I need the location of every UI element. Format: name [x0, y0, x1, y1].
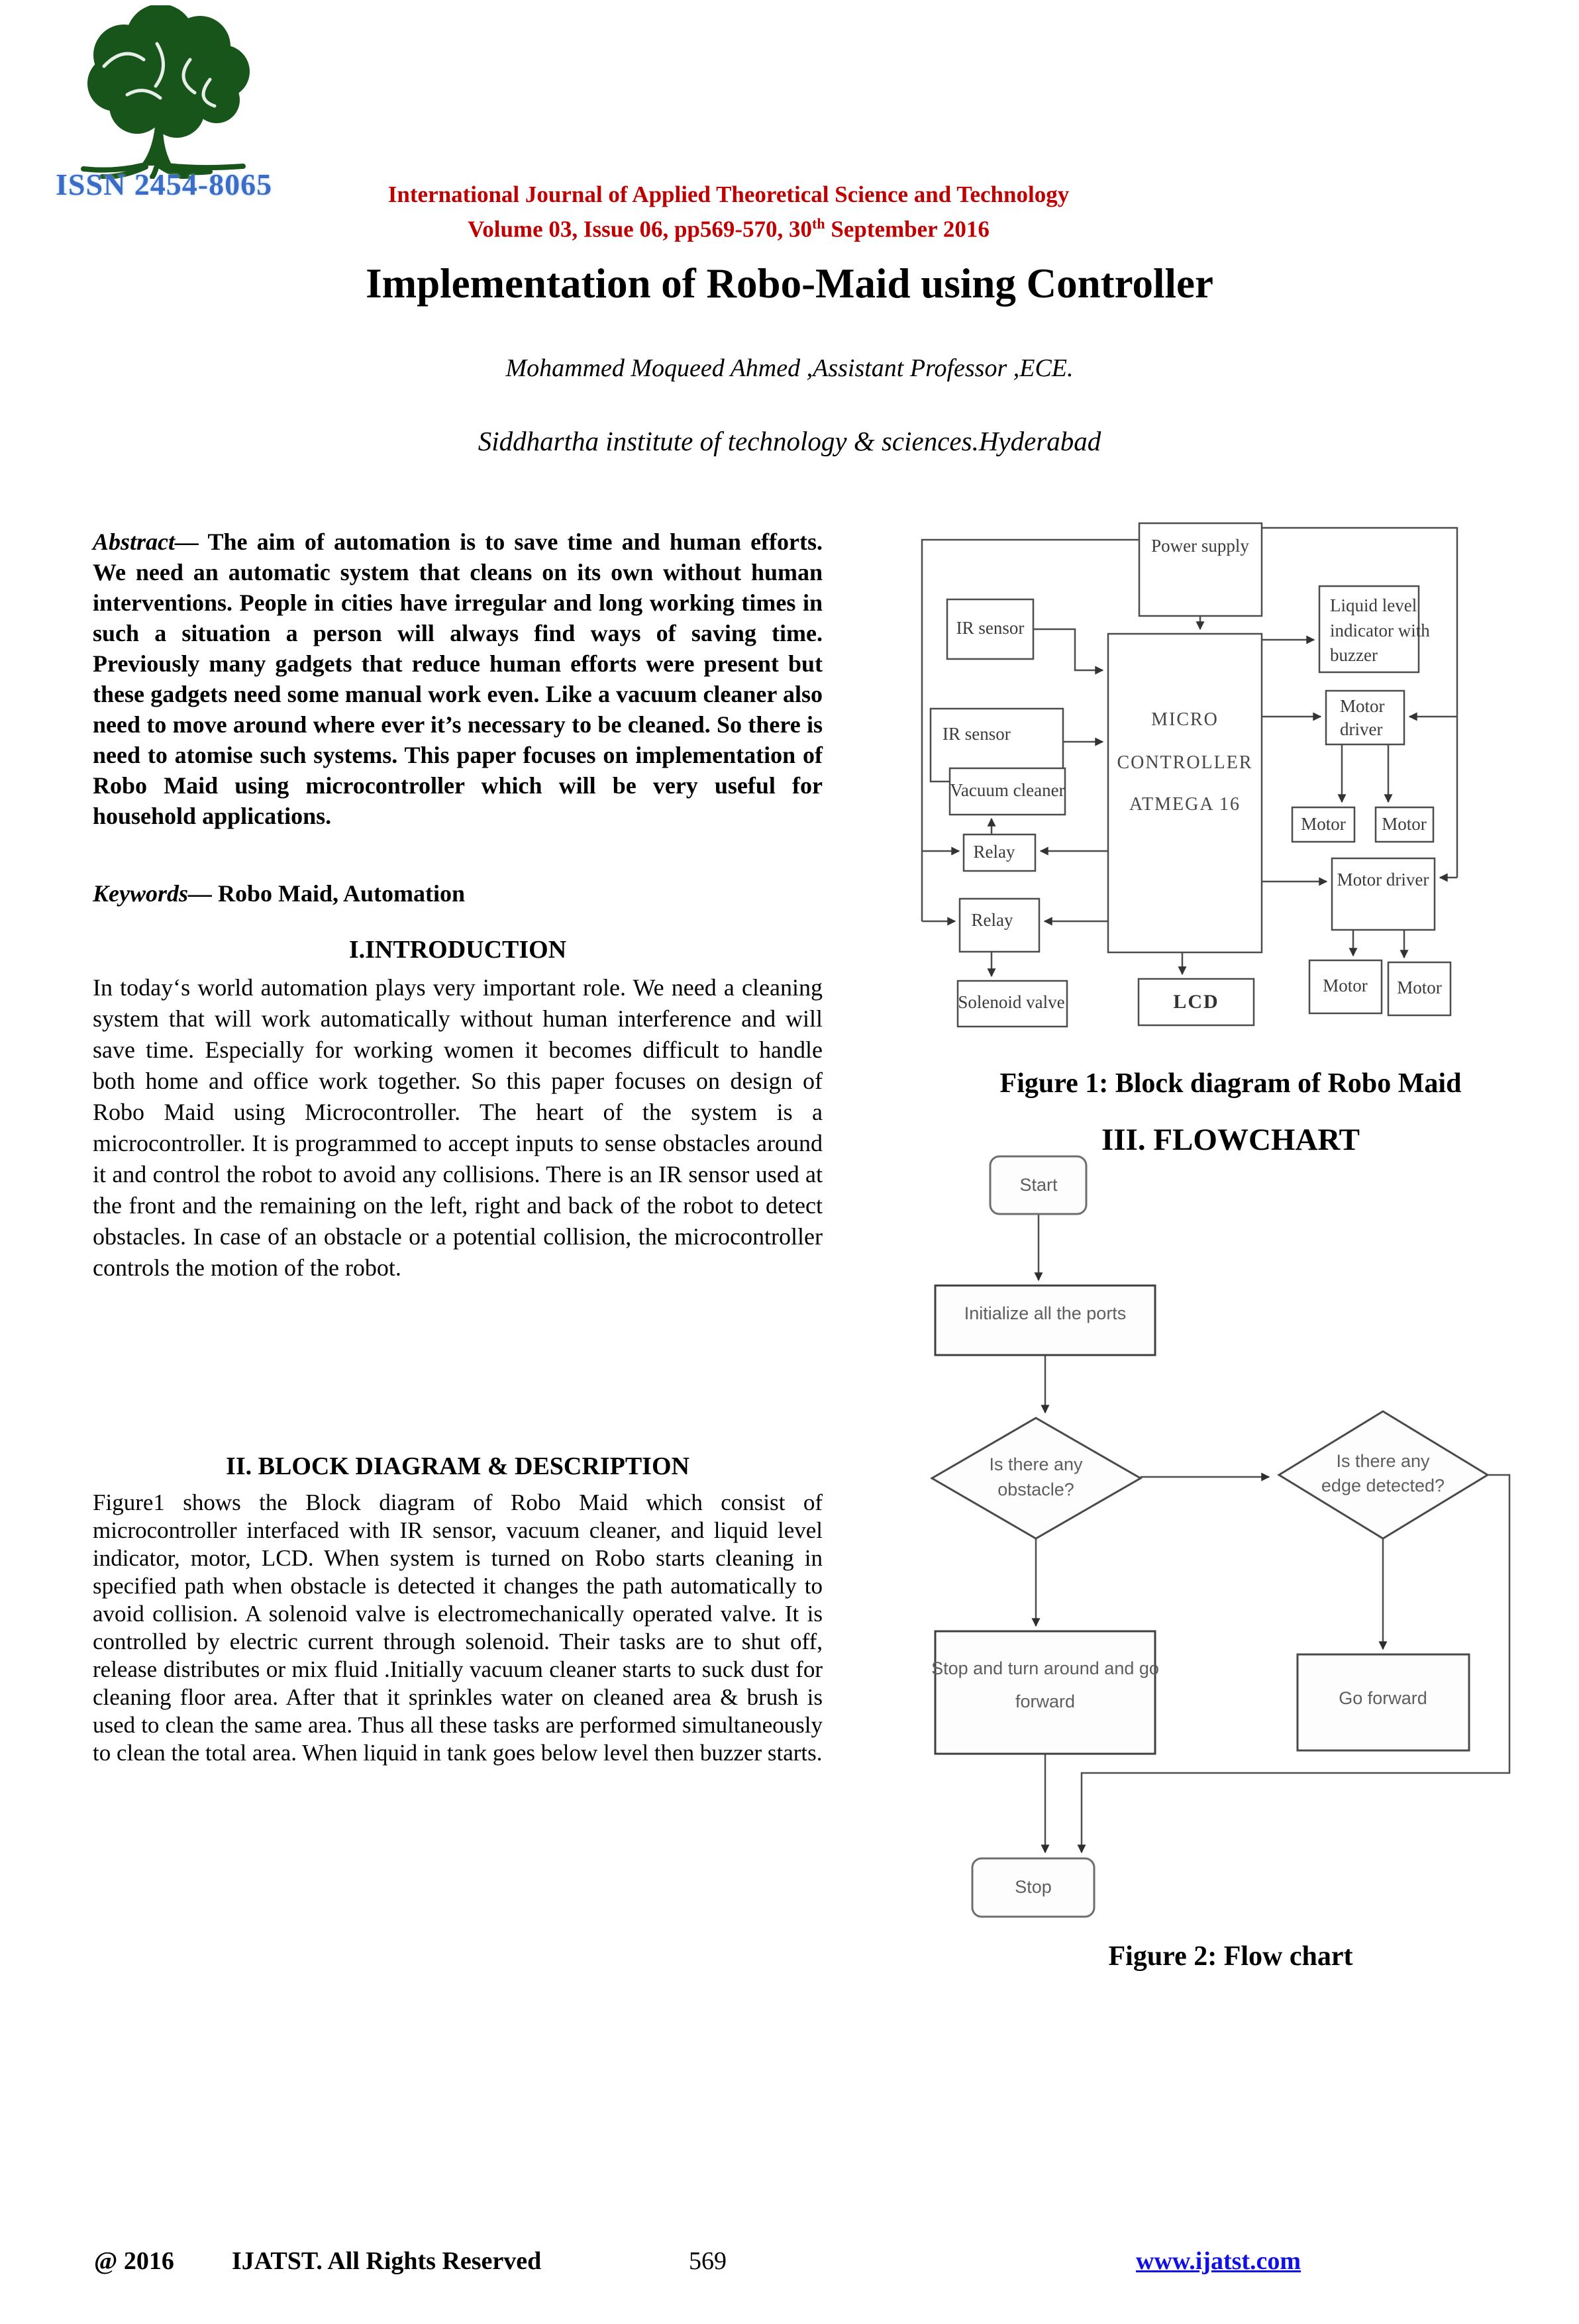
introduction-paragraph: In today‘s world automation plays very important role. We need a cleaning system that will work automatically without human interference and will save time. Especially for working women it becomes difficult to handle both home and office work together. So this paper focuses on design of Robo Maid using Microcontroller. The heart of the system is a microcontroller. It is programmed to accept inputs to sense obstacles around it and control the robot to avoid any collisions. There is an IR sensor used at the front and the remaining on the left, right and back of the robot to detect obstacles. In case of an obstacle or a potential collision, the microcontroller controls the motion of the robot. — [93, 974, 823, 1281]
section-heading-flowchart: III. FLOWCHART — [1101, 1123, 1360, 1157]
issn-number: ISSN 2454-8065 — [56, 168, 273, 201]
section-heading-introduction: I.INTRODUCTION — [348, 936, 567, 964]
label-ir-sensor-2: IR sensor — [942, 724, 1011, 744]
label-liquid-2: indicator with — [1330, 621, 1430, 640]
flow-stop-label: Stop — [1015, 1877, 1052, 1897]
flow-stop-turn-label-1: Stop and turn around and go — [931, 1658, 1159, 1678]
flow-go-forward-label: Go forward — [1339, 1688, 1427, 1708]
label-controller: CONTROLLER — [1117, 752, 1253, 773]
flow-edge-decision — [1279, 1411, 1488, 1539]
affiliation-line: Siddhartha institute of technology & sciences.Hyderabad — [478, 426, 1101, 456]
label-motor-4: Motor — [1397, 978, 1442, 997]
page-title: Implementation of Robo-Maid using Controller — [366, 260, 1213, 307]
journal-tree-logo-icon — [74, 5, 263, 179]
flow-obstacle-label-2: obstacle? — [997, 1480, 1074, 1499]
label-solenoid: Solenoid valve — [958, 992, 1065, 1012]
label-power-supply: Power supply — [1151, 536, 1249, 556]
label-motor-1: Motor — [1301, 814, 1346, 834]
flow-stop-turn-label-2: forward — [1015, 1692, 1076, 1711]
figure2-flowchart — [906, 1152, 1555, 1921]
label-micro: MICRO — [1151, 709, 1219, 730]
label-liquid-1: Liquid level — [1330, 595, 1417, 615]
abstract-label: Abstract— — [93, 529, 199, 555]
journal-volume-line: Volume 03, Issue 06, pp569-570, 30th September 2016 — [468, 215, 990, 242]
flow-edge-label-2: edge detected? — [1321, 1476, 1445, 1495]
journal-header — [278, 180, 1179, 244]
footer-copyright: @ 2016 — [94, 2247, 174, 2275]
section-heading-block-diagram: II. BLOCK DIAGRAM & DESCRIPTION — [226, 1452, 689, 1480]
footer-rights: IJATST. All Rights Reserved — [232, 2247, 542, 2275]
label-motor-2: Motor — [1382, 814, 1427, 834]
flow-start-label: Start — [1019, 1175, 1058, 1195]
label-motor-driver-1a: Motor — [1340, 696, 1385, 716]
label-atmega: ATMEGA 16 — [1129, 794, 1241, 815]
label-lcd: LCD — [1173, 991, 1219, 1013]
label-motor-driver-1b: driver — [1340, 719, 1383, 739]
abstract-paragraph: Abstract— The aim of automation is to save time and human efforts. We need an automatic system that cleans on its own without human interventions. People in cities have irregular and long working times in such a situation a person will always find ways of saving time. Previously many gadgets that reduce human efforts were present but these gadgets need some manual work even. Like a vacuum cleaner also need to move around where ever it’s necessary to be cleaned. So there is need to atomise such systems. This paper focuses on implementation of Robo Maid using microcontroller which will be very useful for household applications. — [93, 529, 823, 829]
flow-obstacle-label-1: Is there any — [989, 1454, 1083, 1474]
flow-edge-label-1: Is there any — [1336, 1451, 1430, 1471]
figure1-block-diagram — [906, 507, 1555, 1036]
footer-page-number: 569 — [689, 2247, 727, 2275]
label-motor-3: Motor — [1323, 976, 1368, 995]
figure2-caption: Figure 2: Flow chart — [1108, 1941, 1353, 1972]
flow-init-label: Initialize all the ports — [964, 1303, 1127, 1323]
label-motor-driver-2: Motor driver — [1337, 870, 1429, 889]
block-microcontroller — [1108, 634, 1262, 952]
figure1-caption: Figure 1: Block diagram of Robo Maid — [999, 1068, 1462, 1099]
keywords-label: Keywords— — [93, 880, 212, 907]
journal-name: International Journal of Applied Theoretical Science and Technology — [387, 181, 1070, 207]
label-relay-1: Relay — [973, 842, 1015, 862]
label-liquid-3: buzzer — [1330, 645, 1378, 665]
label-vacuum: Vacuum cleaner — [950, 780, 1065, 800]
label-ir-sensor-1: IR sensor — [956, 618, 1025, 638]
flow-obstacle-decision — [932, 1418, 1141, 1539]
block-diagram-paragraph: Figure1 shows the Block diagram of Robo Maid which consist of microcontroller interfaced with IR sensor, vacuum cleaner, and liquid level indicator, motor, LCD. When system is turned on Robo starts cleaning in specified path when obstacle is detected it changes the path automatically to avoid collision. A solenoid valve is electromechanically operated valve. It is controlled by electric current through solenoid. Their tasks are to shut off, release distributes or mix fluid .Initially vacuum cleaner starts to suck dust for cleaning floor area. After that it sprinkles water on cleaned area & brush is used to clean the same area. Thus all these tasks are performed simultaneously to clean the total area. When liquid in tank goes below level then buzzer starts. — [93, 1490, 823, 1766]
author-line: Mohammed Moqueed Ahmed ,Assistant Professor ,ECE. — [505, 354, 1074, 382]
footer-website-link[interactable]: www.ijatst.com — [1136, 2247, 1301, 2275]
label-relay-2: Relay — [971, 910, 1013, 930]
keywords-line: Keywords— Robo Maid, Automation — [93, 880, 466, 907]
